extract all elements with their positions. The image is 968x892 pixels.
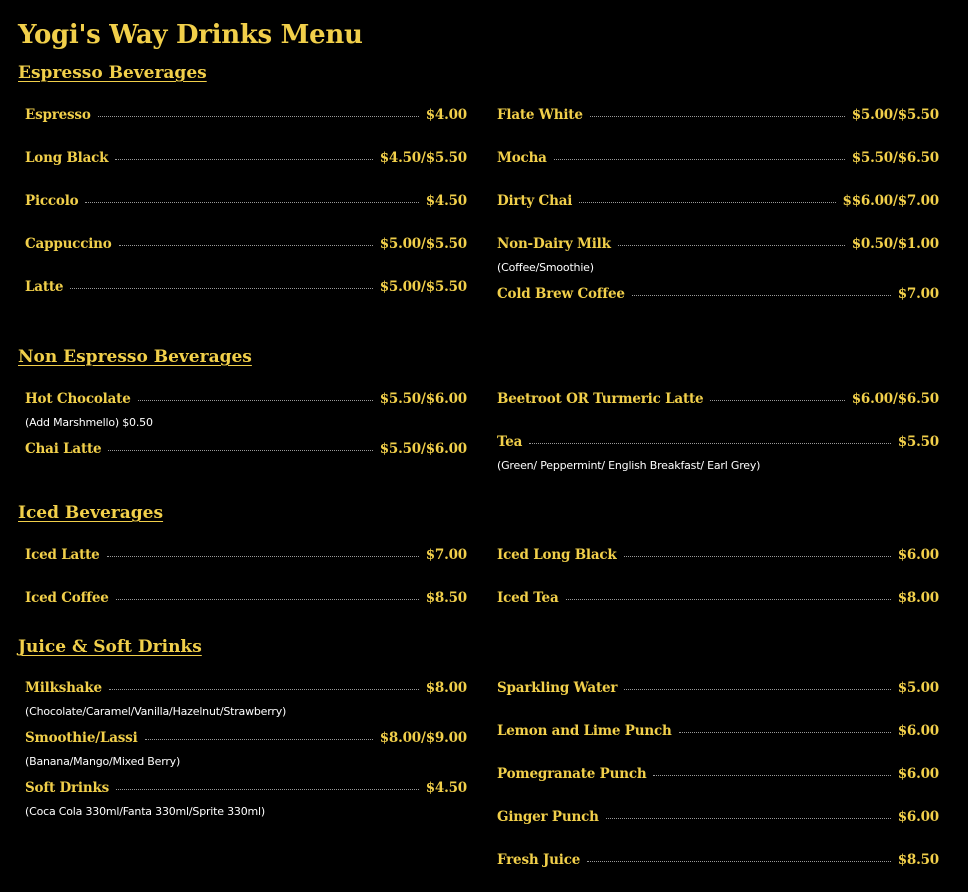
menu-item-line: [497, 190, 939, 212]
menu-item: [497, 677, 939, 699]
item-name: Cold Brew Coffee: [497, 286, 625, 302]
item-name: Sparkling Water: [497, 680, 618, 696]
menu-item-line: [497, 233, 939, 255]
item-price: $6.00/$6.50: [851, 391, 939, 407]
item-name: Milkshake: [25, 680, 102, 696]
menu-item-line: [25, 587, 467, 609]
item-name: Iced Coffee: [25, 590, 109, 606]
item-note: (Coca Cola 330ml/Fanta 330ml/Sprite 330ml): [25, 805, 265, 818]
item-price: $5.00/$5.50: [851, 107, 939, 123]
menu-item-line: [497, 806, 939, 828]
menu-item-line: [25, 190, 467, 212]
non-espresso-left-column: [25, 388, 467, 481]
item-price: $6.00: [897, 809, 939, 825]
menu-item: [25, 677, 467, 719]
iced-right-column: [497, 544, 939, 630]
item-name: Cappuccino: [25, 236, 112, 252]
dotted-leader: [618, 245, 845, 246]
dotted-leader: [529, 443, 890, 444]
item-price: $8.50: [897, 852, 939, 868]
menu-item: [497, 806, 939, 828]
menu-item-line: [497, 283, 939, 305]
dotted-leader: [590, 116, 845, 117]
item-price: $6.00: [897, 723, 939, 739]
item-price: $4.50: [425, 193, 467, 209]
item-price: $5.00/$5.50: [379, 279, 467, 295]
item-price: $5.00/$5.50: [379, 236, 467, 252]
menu-item: [25, 544, 467, 566]
menu-item: [497, 283, 939, 305]
item-price: $4.00: [425, 107, 467, 123]
dotted-leader: [107, 556, 419, 557]
item-name: Smoothie/Lassi: [25, 730, 138, 746]
item-name: Latte: [25, 279, 64, 295]
item-price: $0.50/$1.00: [851, 236, 939, 252]
item-price: $5.50/$6.00: [379, 441, 467, 457]
menu-item: [497, 544, 939, 566]
section-title-non-espresso: Non Espresso Beverages: [18, 347, 252, 367]
item-name: Mocha: [497, 150, 547, 166]
item-name: Lemon and Lime Punch: [497, 723, 672, 739]
item-name: Chai Latte: [25, 441, 102, 457]
menu-item-line: [25, 777, 467, 799]
menu-item: [25, 190, 467, 212]
dotted-leader: [116, 789, 419, 790]
menu-item: [497, 190, 939, 212]
item-name: Hot Chocolate: [25, 391, 131, 407]
item-price: $4.50/$5.50: [379, 150, 467, 166]
item-name: Dirty Chai: [497, 193, 573, 209]
dotted-leader: [653, 775, 890, 776]
item-price: $6.00: [897, 547, 939, 563]
item-price: $6.00: [897, 766, 939, 782]
item-name: Non-Dairy Milk: [497, 236, 611, 252]
item-name: Iced Tea: [497, 590, 559, 606]
item-name: Soft Drinks: [25, 780, 110, 796]
item-name: Iced Latte: [25, 547, 100, 563]
item-name: Fresh Juice: [497, 852, 581, 868]
item-name: Flate White: [497, 107, 583, 123]
menu-item: [25, 147, 467, 169]
item-note: (Chocolate/Caramel/Vanilla/Hazelnut/Strawberry): [25, 705, 287, 718]
menu-item-line: [25, 147, 467, 169]
item-note: (Green/ Peppermint/ English Breakfast/ Earl Grey): [497, 459, 761, 472]
item-name: Iced Long Black: [497, 547, 617, 563]
menu-item: [25, 388, 467, 430]
dotted-leader: [70, 288, 372, 289]
item-price: $5.50: [897, 434, 939, 450]
section-title-iced: Iced Beverages: [18, 503, 164, 523]
menu-item-line: [25, 438, 467, 460]
menu-item-line: [25, 276, 467, 298]
menu-item: [25, 104, 467, 126]
dotted-leader: [119, 245, 373, 246]
menu-item: [497, 720, 939, 742]
dotted-leader: [138, 400, 373, 401]
item-name: Piccolo: [25, 193, 79, 209]
menu-item-line: [497, 544, 939, 566]
item-price: $5.00: [897, 680, 939, 696]
menu-item: [497, 849, 939, 871]
item-price: $7.00: [897, 286, 939, 302]
menu-item: [497, 431, 939, 473]
dotted-leader: [710, 400, 844, 401]
menu-item-line: [497, 677, 939, 699]
menu-item-line: [25, 388, 467, 410]
menu-item-line: [497, 147, 939, 169]
menu-item-line: [25, 104, 467, 126]
item-price: $$6.00/$7.00: [842, 193, 939, 209]
menu-item-line: [497, 720, 939, 742]
dotted-leader: [145, 739, 373, 740]
item-note: (Banana/Mango/Mixed Berry): [25, 755, 181, 768]
dotted-leader: [587, 861, 891, 862]
espresso-left-column: [25, 104, 467, 319]
item-price: $8.00: [897, 590, 939, 606]
iced-left-column: [25, 544, 467, 630]
espresso-right-column: [497, 104, 939, 326]
page-title: Yogi's Way Drinks Menu: [18, 20, 363, 50]
dotted-leader: [116, 599, 419, 600]
item-name: Espresso: [25, 107, 91, 123]
menu-item-line: [497, 763, 939, 785]
dotted-leader: [624, 689, 890, 690]
dotted-leader: [109, 689, 419, 690]
menu-item-line: [497, 849, 939, 871]
dotted-leader: [624, 556, 891, 557]
item-name: Beetroot OR Turmeric Latte: [497, 391, 704, 407]
section-title-juice: Juice & Soft Drinks: [18, 637, 202, 657]
menu-item-line: [25, 677, 467, 699]
dotted-leader: [554, 159, 845, 160]
item-note: (Coffee/Smoothie): [497, 261, 594, 274]
item-price: $8.00/$9.00: [379, 730, 467, 746]
menu-item: [497, 147, 939, 169]
item-name: Long Black: [25, 150, 109, 166]
item-name: Pomegranate Punch: [497, 766, 647, 782]
item-price: $4.50: [425, 780, 467, 796]
menu-item: [25, 233, 467, 255]
menu-item: [497, 388, 939, 410]
dotted-leader: [566, 599, 891, 600]
dotted-leader: [632, 295, 891, 296]
dotted-leader: [98, 116, 419, 117]
dotted-leader: [115, 159, 372, 160]
item-price: $5.50/$6.00: [379, 391, 467, 407]
menu-item-line: [497, 587, 939, 609]
menu-item-line: [25, 727, 467, 749]
menu-item: [497, 233, 939, 275]
menu-item: [25, 777, 467, 819]
juice-left-column: [25, 677, 467, 827]
menu-item: [25, 727, 467, 769]
menu-item-line: [497, 388, 939, 410]
menu-item: [25, 438, 467, 460]
non-espresso-right-column: [497, 388, 939, 481]
item-price: $7.00: [425, 547, 467, 563]
dotted-leader: [606, 818, 891, 819]
menu-item-line: [25, 233, 467, 255]
menu-item: [497, 587, 939, 609]
dotted-leader: [679, 732, 891, 733]
section-title-espresso: Espresso Beverages: [18, 63, 207, 83]
item-price: $8.50: [425, 590, 467, 606]
menu-item-line: [25, 544, 467, 566]
menu-item-line: [497, 431, 939, 453]
menu-item: [25, 276, 467, 298]
item-price: $8.00: [425, 680, 467, 696]
menu-item: [497, 763, 939, 785]
dotted-leader: [579, 202, 835, 203]
menu-item-line: [497, 104, 939, 126]
dotted-leader: [108, 450, 372, 451]
juice-right-column: [497, 677, 939, 892]
item-name: Ginger Punch: [497, 809, 599, 825]
item-price: $5.50/$6.50: [851, 150, 939, 166]
dotted-leader: [85, 202, 418, 203]
menu-item: [497, 104, 939, 126]
item-note: (Add Marshmello) $0.50: [25, 416, 153, 429]
menu-item: [25, 587, 467, 609]
item-name: Tea: [497, 434, 523, 450]
